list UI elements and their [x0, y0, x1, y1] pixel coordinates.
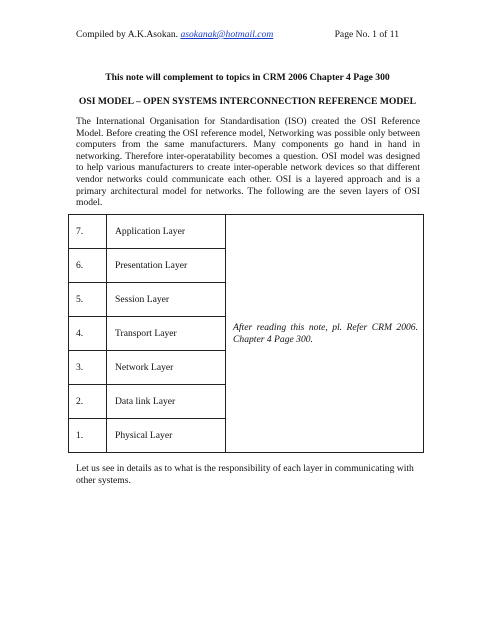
layer-name: Network Layer — [107, 351, 226, 385]
side-note: After reading this note, pl. Refer CRM 2006. Chapter 4 Page 300. — [226, 215, 424, 453]
layer-number: 5. — [69, 283, 107, 317]
layer-name: Application Layer — [107, 215, 226, 249]
layer-name: Presentation Layer — [107, 249, 226, 283]
layer-name: Data link Layer — [107, 385, 226, 419]
layer-name: Transport Layer — [107, 317, 226, 351]
author-line — [76, 29, 273, 40]
email-link[interactable]: asokanak@hotmail.com — [180, 29, 274, 40]
outro-paragraph: Let us see in details as to what is the responsibility of each layer in communicating with other systems. — [76, 463, 414, 486]
layer-number: 4. — [69, 317, 107, 351]
compiled-by: Compiled by A.K.Asokan. — [76, 29, 179, 40]
page-number: Page No. 1 of 11 — [334, 29, 399, 40]
document-title: OSI MODEL – OPEN SYSTEMS INTERCONNECTION REFERENCE MODEL — [78, 96, 417, 107]
intro-paragraph: The International Organisation for Standardisation (ISO) created the OSI Reference Model. Before creating the OSI reference model, Networking was possible only between computers from the same manufacturers. Many components go hand in hand in networking. Therefore inter-operatability becomes a question. OSI model was designed to help various manufacturers to create inter-operable network devices so that different vendor networks could communicate each other. OSI is a layered approach and is a primary architectural model for networks. The following are the seven layers of OSI model. — [76, 116, 420, 209]
layer-number: 7. — [69, 215, 107, 249]
layer-name: Physical Layer — [107, 419, 226, 453]
layer-row — [69, 215, 424, 249]
layer-name: Session Layer — [107, 283, 226, 317]
layer-number: 2. — [69, 385, 107, 419]
complement-note: This note will complement to topics in CRM 2006 Chapter 4 Page 300 — [105, 72, 390, 83]
layer-number: 1. — [69, 419, 107, 453]
osi-layers-table — [68, 214, 424, 453]
layer-number: 3. — [69, 351, 107, 385]
page-header — [76, 29, 399, 40]
layer-number: 6. — [69, 249, 107, 283]
